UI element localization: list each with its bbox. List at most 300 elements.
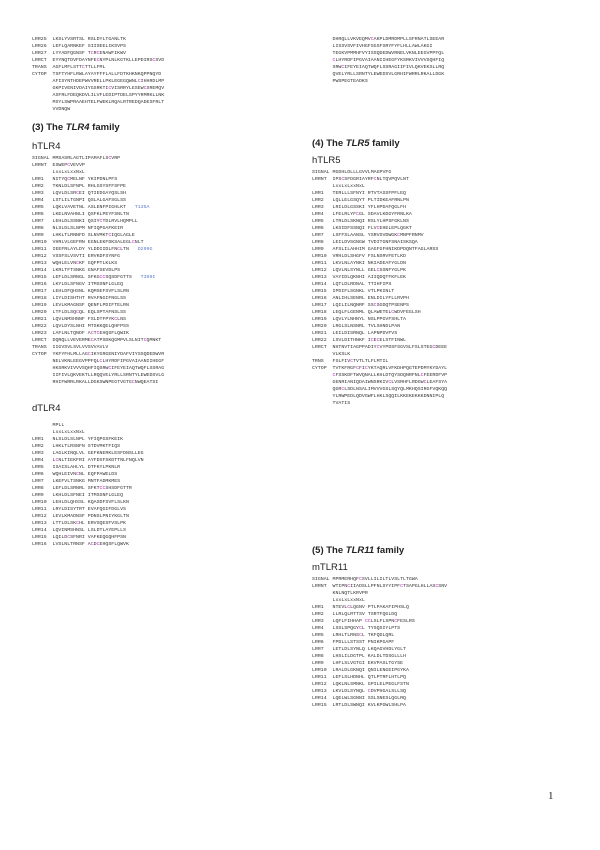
cysteine-residue: C (356, 212, 359, 217)
section-gene: TLR5 (345, 138, 370, 149)
cysteine-residue: C (99, 359, 103, 364)
residue-sequence: MMSASRLAGTLIPAMAFLSCVRP (52, 156, 121, 161)
residue-sequence: LQLLELGSQYT PLTIDKEAFRNLPN (332, 198, 409, 203)
region-label: LRR16 (32, 542, 53, 547)
sequence-row (312, 176, 580, 183)
region-label (32, 373, 53, 378)
sequence-row (32, 43, 294, 50)
region-label: LRR20 (32, 310, 53, 315)
sequence-row (312, 225, 580, 232)
sequence-row (312, 618, 580, 625)
sequence-row (32, 267, 294, 274)
region-label: LRR19 (32, 303, 53, 308)
sequence-row (32, 358, 294, 365)
residue-sequence: LKELNVAHNLI QSFKLPEYFSNLTN (52, 212, 129, 217)
region-label: LRR2 (32, 444, 53, 449)
sequence-row (32, 499, 294, 506)
region-label: LRR5 (32, 465, 53, 470)
region-label (32, 380, 53, 385)
region-label: LRRNT (32, 163, 53, 168)
sequence-row (312, 302, 580, 309)
cysteine-residue: C (131, 380, 135, 385)
mutation-note: D299G (128, 247, 153, 252)
residue-sequence: PWSPEGTEADKS (332, 79, 368, 84)
residue-sequence: QVELYRLLSRNTYLEWEDSVLGRHIFWRRLRKALLDGK (332, 72, 445, 77)
htlr5-sequence (312, 169, 580, 407)
section-prefix: (3) The (32, 122, 66, 133)
sequence-row (312, 604, 580, 611)
region-label: LRR13 (312, 689, 333, 694)
sequence-row (312, 197, 580, 204)
residue-sequence: NTEVLCLQGNV PTLPAKAFIPHSLQ (332, 605, 409, 610)
cysteine-residue: C (376, 268, 380, 273)
residue-sequence: LVSLNLTRNSF ACDCEHQSFLQWVK (52, 542, 129, 547)
sequence-row (32, 429, 294, 436)
region-label (312, 58, 333, 63)
cysteine-residue: C (90, 51, 94, 56)
sequence-row (32, 246, 294, 253)
cysteine-residue: C (432, 345, 436, 350)
region-label: LRR25 (32, 37, 53, 42)
cysteine-residue: C (99, 219, 103, 224)
sequence-row (32, 71, 294, 78)
region-label: LRR21 (32, 317, 53, 322)
region-label: LRR6 (312, 226, 333, 231)
residue-sequence: LEFLQARNKEF SIISEELIKSVPS (52, 44, 126, 49)
residue-sequence: VHRLVLGEFRN EGNLEKFDKSALEGLCNLT (52, 240, 144, 245)
region-label (32, 93, 53, 98)
sequence-row (32, 492, 294, 499)
cysteine-residue: C (341, 387, 345, 392)
region-label (312, 65, 333, 70)
residue-sequence: WQHLEIVNCNL EQFPAWELDS (52, 472, 118, 477)
sequence-row (32, 57, 294, 64)
sequence-row (312, 246, 580, 253)
residue-sequence: NLSLDLSLNPL YFIQPGSFKEIK (52, 437, 124, 442)
sequence-row (32, 225, 294, 232)
sequence-row (32, 92, 294, 99)
residue-sequence: YKFYFHLMLLAGCIKYGRGENIYDAFVIYSSQDEDWVR (52, 352, 165, 357)
htlr4-sequence (32, 155, 294, 386)
cysteine-residue: C (435, 584, 439, 589)
cysteine-residue: C (332, 58, 336, 63)
residue-sequence: AGFLMFLSTTCTTLLFML (52, 65, 106, 70)
sequence-row (32, 204, 294, 211)
sequence-row (32, 232, 294, 239)
tlr4-sequence-continuation (312, 36, 580, 85)
residue-sequence: MPLL (52, 423, 65, 428)
sequence-row (32, 443, 294, 450)
sequence-row (312, 211, 580, 218)
region-label (32, 79, 53, 84)
residue-sequence: LAFLNLTQNDF ACTCEHQSFLQWIK (52, 331, 129, 336)
residue-sequence: LSSLSPQGYCL TYSQSIYLPTS (332, 626, 401, 631)
residue-sequence: LTRLDLSKNQI RSLYLHPSFGKLNS (332, 219, 409, 224)
sequence-row (32, 78, 294, 85)
region-label: LRR4 (32, 458, 53, 463)
region-label: LRR6 (32, 472, 53, 477)
residue-sequence: CLHYRDFIPGVAIAANIIHEGFYKSRKVIVVVSQHFIQ (332, 58, 445, 63)
residue-sequence: KNLNQTLKRVPR (332, 591, 368, 596)
sequence-row (32, 450, 294, 457)
tlr11-section-heading (312, 545, 580, 556)
sequence-row (312, 625, 580, 632)
residue-sequence: LQILDCSFNRI VAFKEQGQHFPSN (52, 535, 126, 540)
residue-sequence: VLKSLK (332, 352, 351, 357)
region-label (312, 401, 333, 406)
residue-sequence: LQFLFIHHAP CCLSLFLSPNCFESLRS (332, 619, 415, 624)
residue-sequence: IIFIVLQKVEKTLLRQQVELYRLLSRNTYLEWEDSVLG (52, 373, 165, 378)
sequence-row (32, 330, 294, 337)
sequence-row (32, 302, 294, 309)
cysteine-residue: C (367, 619, 371, 624)
region-label: LRR12 (312, 268, 333, 273)
residue-sequence: NLSLDLSLNPM NFIQPGAFKEIR (52, 226, 124, 231)
region-label (312, 598, 333, 603)
residue-sequence: VVDNQW (52, 107, 71, 112)
residue-sequence: LISSVSVFIVHGFSGSFSRYFYFLHLLAWLAKGI (332, 44, 433, 49)
residue-sequence: TVATIS (332, 401, 351, 406)
sequence-row (312, 295, 580, 302)
cysteine-residue: C (347, 605, 351, 610)
sequence-row (32, 106, 294, 113)
region-label: LRRCT (32, 338, 53, 343)
cysteine-residue: C (356, 366, 359, 371)
region-label: LRR22 (32, 324, 53, 329)
sequence-row (32, 457, 294, 464)
region-label (32, 100, 53, 105)
residue-sequence: LEILDVSGNGW TVDITGNFSNAISKSQA (332, 240, 418, 245)
cysteine-residue: C (67, 177, 71, 182)
sequence-row (32, 85, 294, 92)
region-label: CYTOP (32, 352, 53, 357)
sequence-row (312, 583, 580, 590)
dtlr4-title: dTLR4 (32, 403, 61, 414)
residue-sequence: IEEFRLAYLDY YLDDIIDLFNCLTN (52, 247, 129, 252)
region-label: LRR7 (312, 647, 333, 652)
dtlr4-sequence (32, 422, 294, 548)
sequence-row (312, 379, 580, 386)
region-label: LRR5 (32, 205, 53, 210)
region-label (32, 423, 53, 428)
region-label: LRR13 (32, 521, 53, 526)
region-label: LRR12 (32, 514, 53, 519)
cysteine-residue: C (108, 86, 112, 91)
sequence-row (312, 71, 580, 78)
region-label: LRR22 (312, 338, 333, 343)
residue-sequence: HKSRKVIVVVSQHFIQSRWCIFEYEIAQTWQFLSSRAG (52, 366, 165, 371)
region-label (32, 86, 53, 91)
sequence-row (32, 351, 294, 358)
residue-sequence: LAGLKINQLVL GEFKNERKLESFDNSLLEG (52, 451, 144, 456)
sequence-row (312, 660, 580, 667)
region-label: LRR12 (312, 682, 333, 687)
sequence-row (32, 344, 294, 351)
sequence-row (32, 506, 294, 513)
region-label: LRR5 (312, 219, 333, 224)
sequence-row (32, 281, 294, 288)
cysteine-residue: C (347, 584, 351, 589)
mtlr11-sequence (312, 576, 580, 709)
sequence-row (312, 323, 580, 330)
residue-sequence: VRHLDLSHGFV FSLNSRVFETLKD (332, 254, 406, 259)
region-label (312, 591, 333, 596)
cysteine-residue: C (358, 633, 362, 638)
sequence-row (32, 520, 294, 527)
cysteine-residue: C (364, 366, 368, 371)
cysteine-residue: C (152, 58, 156, 63)
region-label: LRR4 (312, 212, 333, 217)
cysteine-residue: C (370, 338, 374, 343)
sequence-row (32, 295, 294, 302)
residue-sequence: TERLLLSFNYI RTVTASSFPFLEQ (332, 191, 406, 196)
region-label (312, 380, 333, 385)
sequence-row (312, 576, 580, 583)
sequence-row (32, 485, 294, 492)
sequence-row (312, 57, 580, 64)
sequence-row (312, 681, 580, 688)
residue-sequence: LHKLTLRNNFD SLNVMKTCIQGLAGLE (52, 233, 135, 238)
sequence-row (312, 78, 580, 85)
sequence-row (32, 36, 294, 43)
region-label: LRR10 (312, 668, 333, 673)
residue-sequence: LEHLDLQHSSL KQASDFSVFLSLKN (52, 500, 129, 505)
sequence-row (312, 36, 580, 43)
region-label: LRR2 (312, 198, 333, 203)
cysteine-residue: C (376, 226, 380, 231)
residue-sequence: FPDLLLSTSST PNIKPGAPF (332, 640, 395, 645)
sequence-row (312, 169, 580, 176)
residue-sequence: LKSLYVSRTSL RSLDYLTGANLTK (52, 37, 126, 42)
cysteine-residue: C (96, 542, 100, 547)
sequence-row (312, 183, 580, 190)
sequence-row (312, 372, 580, 379)
region-label: LRR18 (32, 296, 53, 301)
residue-sequence: ASFRLFDEQKDVLILVFLEDIPTDELSPYYRMRKLLNK (52, 93, 165, 98)
cysteine-residue: C (117, 247, 121, 252)
sequence-row (312, 274, 580, 281)
residue-sequence: TEGKVPMMHFVYISSQDEDWVRNELVKNLEEGVPPFQL (332, 51, 445, 56)
residue-sequence: LRGLSLNSNRL TVLSHNDLPAN (332, 324, 401, 329)
region-label: LRR7 (312, 233, 333, 238)
residue-sequence: LKVLDLSYNQL CDVPHGALSLLSQ (332, 689, 406, 694)
htlr5-title: hTLR5 (312, 155, 341, 166)
region-label: LRRNT (312, 177, 333, 182)
region-label: LRR1 (312, 191, 333, 196)
region-label: LRR7 (32, 219, 53, 224)
region-label: LRR6 (312, 640, 333, 645)
cysteine-residue: C (400, 584, 404, 589)
residue-sequence: MGDHLDLLLGVVLMAGPVFG (332, 170, 392, 175)
region-label: SIGNAL (312, 170, 333, 175)
residue-sequence: LEFLSLHDNHL QTLPTRFLHTLPQ (332, 675, 406, 680)
sequence-row (32, 183, 294, 190)
region-label: CYTOP (312, 366, 333, 371)
sequence-row (312, 653, 580, 660)
residue-sequence: LKHLDLSFNEI ITMSSNFLGLEQ (52, 493, 124, 498)
region-label: LRR1 (32, 437, 53, 442)
residue-sequence: LEHLDFQHSNL KQMSEFSVFLSLRN (52, 289, 129, 294)
cysteine-residue: C (370, 37, 374, 42)
residue-sequence: LHFLSLVGTGI EKVPASLTGYSE (332, 661, 404, 666)
sequence-row (32, 534, 294, 541)
cysteine-residue: C (55, 458, 59, 463)
cysteine-residue: C (81, 65, 85, 70)
residue-sequence: ANLIHLSENRL ENLDILYFLLRVPH (332, 296, 409, 301)
mutation-note: T399I (131, 275, 156, 280)
tlr4-section-heading (32, 122, 294, 133)
region-label: LRR15 (312, 289, 333, 294)
region-label: LRR10 (32, 240, 53, 245)
cysteine-residue: C (108, 366, 112, 371)
region-label: LRRCT (32, 58, 53, 63)
region-label: SIGNAL (312, 577, 333, 582)
sequence-row (312, 330, 580, 337)
region-label: TRANS (32, 65, 53, 70)
residue-sequence: LQVLNMSHNNF FSLDTFPYKCLNS (52, 317, 126, 322)
residue-sequence: LETLDLSYNLQ LKQAGVHDLYGLT (332, 647, 406, 652)
sequence-row (312, 190, 580, 197)
cysteine-residue: C (143, 338, 147, 343)
region-label: LRR16 (32, 282, 53, 287)
region-label: LRR5 (312, 633, 333, 638)
residue-sequence: LYYADFQGNSF TCRCENAWFIKWV (52, 51, 126, 56)
cysteine-residue: C (102, 275, 106, 280)
region-label: LRR8 (32, 486, 53, 491)
sequence-row (32, 211, 294, 218)
residue-sequence: YLRWPEDLQDVGWFLHKLSQQILKKEKEKKKDNNIPLQ (332, 394, 445, 399)
region-label: LRRCT (312, 345, 333, 350)
region-label: LRR12 (32, 254, 53, 259)
sequence-row (312, 204, 580, 211)
region-label (312, 79, 333, 84)
region-label: LRR11 (32, 247, 53, 252)
sequence-row (312, 632, 580, 639)
residue-sequence: RHIFWRRLRKALLDGKSWNPEGTVGTGCNWQEATSI (52, 380, 159, 385)
residue-sequence: LKYLDLSFNGV ITMSSNFLGLEQ (52, 282, 124, 287)
sequence-row (312, 386, 580, 393)
residue-sequence: GENRIANIQDAIWNSRKIVCLVSRHFLRDGWCLEAFSYA (332, 380, 448, 385)
residue-sequence: AFSLILAHHIM GAGFGFHNIKDPDQNTFAGLARSS (332, 247, 439, 252)
residue-sequence: DQRQLLVEVERMECATPSDKQGMPVLSLNITCQMNKT (52, 338, 162, 343)
residue-sequence: LxxLxLxxNxL (332, 598, 365, 603)
cysteine-residue: C (391, 310, 395, 315)
region-label: LRR17 (32, 289, 53, 294)
residue-sequence: LQVLNLSYNLL GELCSSNFYGLPK (332, 268, 406, 273)
sequence-row (32, 309, 294, 316)
residue-sequence: LLRLQLRTTSV TSRTFQGLDQ (332, 612, 398, 617)
region-label: LRR8 (312, 240, 333, 245)
sequence-row (32, 436, 294, 443)
sequence-row (32, 316, 294, 323)
sequence-row (32, 64, 294, 71)
residue-sequence: LSVLDITHNKF ICECELSTFINWL (332, 338, 406, 343)
tlr5-section-heading (312, 138, 580, 149)
sequence-row (312, 393, 580, 400)
region-label: LRR23 (32, 331, 53, 336)
section-suffix: family (369, 138, 400, 149)
sequence-row (312, 281, 580, 288)
residue-sequence: WTIPNCIIADSLLPFNLSYYIPFCTSAPGLHLLASCSNV (332, 584, 448, 589)
sequence-row (32, 478, 294, 485)
region-label: LRR9 (32, 493, 53, 498)
region-label (32, 366, 53, 371)
region-label (32, 107, 53, 112)
residue-sequence: LHKLTLRSNFN STDVMKTFIQS (52, 444, 121, 449)
cysteine-residue: C (364, 619, 368, 624)
region-label: LRR20 (312, 324, 333, 329)
cysteine-residue: C (423, 380, 427, 385)
region-label: LRR21 (312, 331, 333, 336)
region-label (312, 184, 333, 189)
sequence-row (312, 253, 580, 260)
residue-sequence: EYYNQTDVFDAYNFECNYPLNLKGTKLLEPDIRSCSVD (52, 58, 165, 63)
sequence-row (312, 611, 580, 618)
cysteine-residue: C (96, 58, 100, 63)
residue-sequence: LKSIDFSSNQI FLVCEHELEPLQGKT (332, 226, 412, 231)
residue-sequence: LEFLDLSRNRL SFKTCCSHSDFGTTR (52, 486, 132, 491)
residue-sequence: ISAISLAHLYL DTFKYLPKNLR (52, 465, 121, 470)
region-label: LRR15 (312, 703, 333, 708)
htlr4-title: hTLR4 (32, 141, 61, 152)
sequence-row (32, 50, 294, 57)
region-label: LRR8 (32, 226, 53, 231)
region-label: LRR9 (312, 247, 333, 252)
residue-sequence: LRHLTLRNSCL TKFQDLQRL (332, 633, 395, 638)
region-label (312, 352, 333, 357)
region-label: LRR16 (312, 296, 333, 301)
region-label: LRR3 (32, 191, 53, 196)
residue-sequence: LxxLxLxxNxL (52, 430, 85, 435)
region-label (312, 37, 333, 42)
sequence-row (32, 218, 294, 225)
residue-sequence: LCNLTIEKFRI AYFDSFSKDTTNLFNQLVN (52, 458, 144, 463)
cysteine-residue: C (376, 338, 380, 343)
region-label: LRR2 (32, 184, 53, 189)
cysteine-residue: C (373, 177, 377, 182)
sequence-row (32, 169, 294, 176)
residue-sequence: WQHLELVNCKF GQFPTLKLKS (52, 261, 118, 266)
region-label: LRR8 (312, 654, 333, 659)
region-label: LRR19 (312, 317, 333, 322)
sequence-row (32, 471, 294, 478)
residue-sequence: NHTNVTIAGPPADIYCVYPDSFSGVSLFSLSTEGCDEEE (332, 345, 448, 350)
residue-sequence: NELVKNLEEGVPPFQLCLHYRDFIPGVAIAANIIHEGF (52, 359, 165, 364)
sequence-row (32, 323, 294, 330)
residue-sequence: ESWEPCVEVVP (52, 163, 85, 168)
sequence-row (312, 688, 580, 695)
residue-sequence: LQVLDLSRCEI QTIEDGAYQSLSH (52, 191, 126, 196)
sequence-row (32, 155, 294, 162)
sequence-row (312, 316, 580, 323)
region-label: LRR14 (32, 268, 53, 273)
residue-sequence: LQKLVAVETNL ASLENFPIGHLKT (52, 205, 126, 210)
residue-sequence: LQTLDLRDNAL TTIHFIPS (332, 282, 392, 287)
region-label: LRR13 (312, 275, 333, 280)
region-label: LRR9 (32, 233, 53, 238)
region-label: LRR4 (32, 198, 53, 203)
residue-sequence: LEHLDLSSNKI QSIYCTDLRVLHQMPLL (52, 219, 138, 224)
cysteine-residue: C (99, 486, 103, 491)
region-label (32, 170, 53, 175)
region-label (312, 394, 333, 399)
residue-sequence: LSTLILTGNPI QSLALGAFSGLSS (52, 198, 126, 203)
residue-sequence: LSFFSLAANSL YSRVSVDWGKCMNPFRNMV (332, 233, 424, 238)
cysteine-residue: C (332, 373, 336, 378)
residue-sequence: LIYLDISHTHT RVAFNGIFNGLSS (52, 296, 126, 301)
cysteine-residue: C (358, 577, 362, 582)
tlr3-sequence-continuation (32, 36, 294, 113)
